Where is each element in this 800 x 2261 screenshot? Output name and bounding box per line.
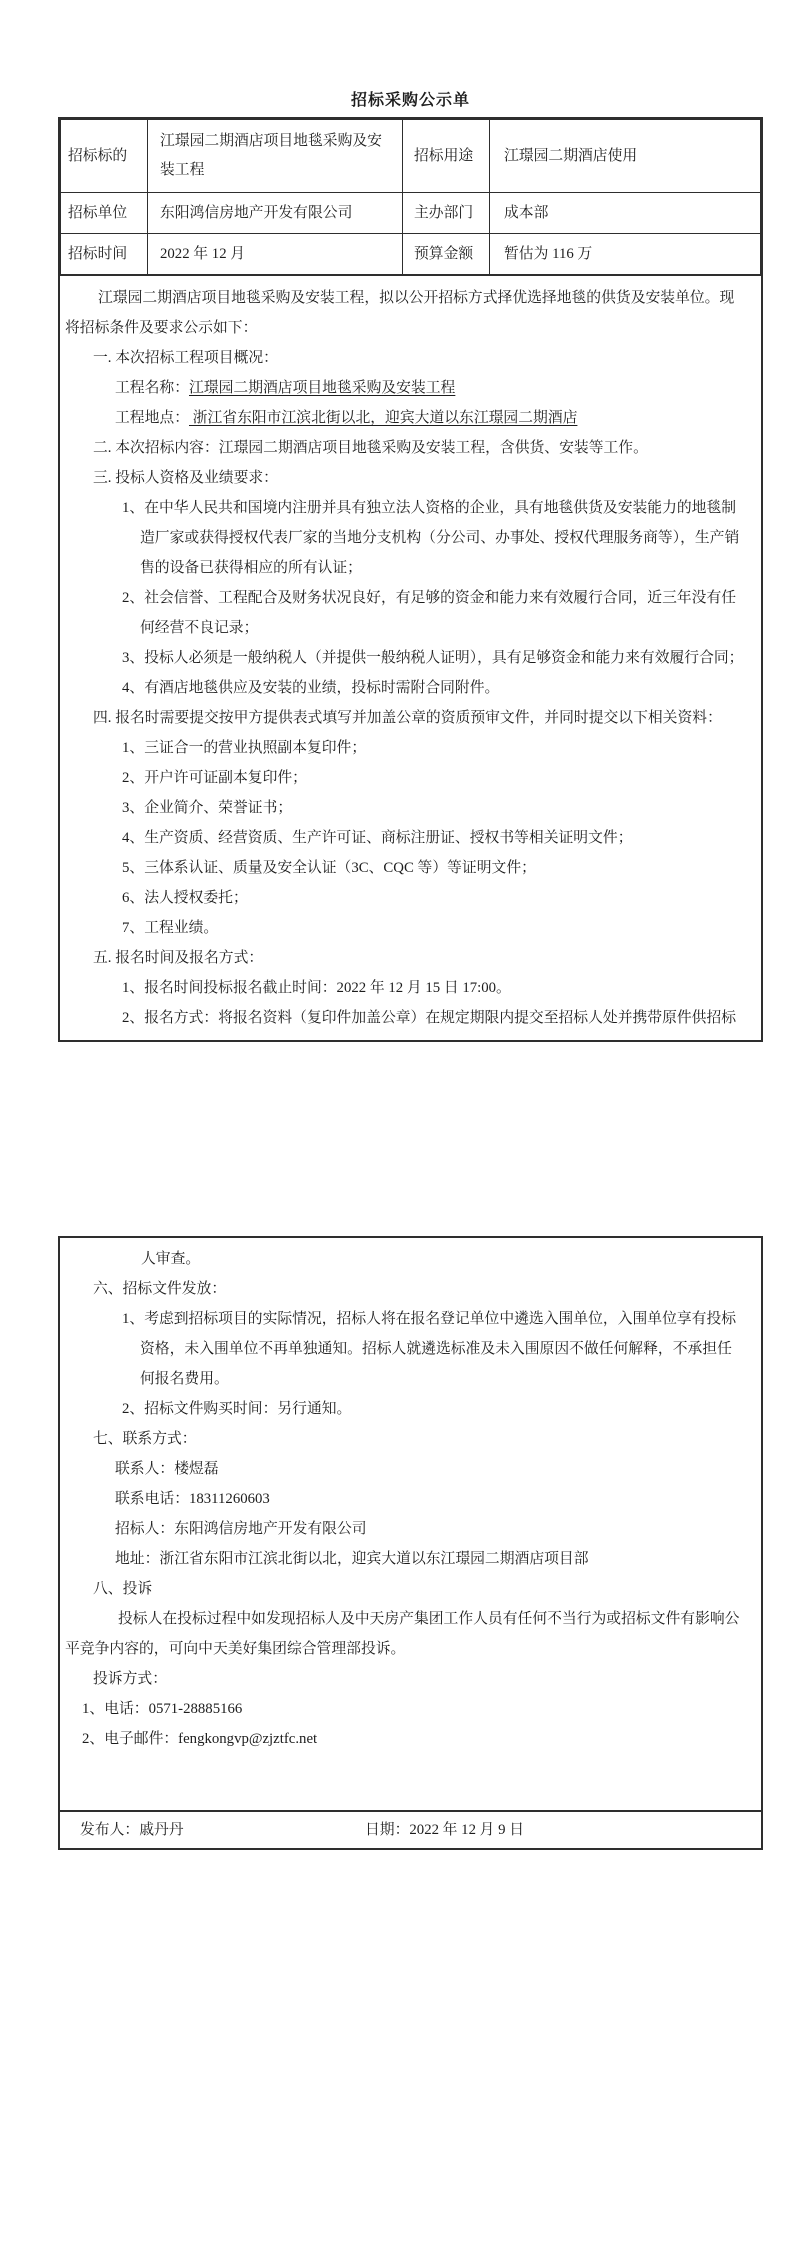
- doc-line: 投诉方式：: [93, 1671, 167, 1687]
- page2-body: [60, 1238, 761, 1810]
- section-heading: 一. 本次招标工程项目概况：: [93, 350, 278, 366]
- section-heading: 八、投诉: [93, 1581, 153, 1597]
- list-item: 2、社会信誉、工程配合及财务状况良好，有足够的资金和能力来有效履行合同，近三年没有任: [122, 590, 737, 606]
- doc-line: [65, 403, 756, 433]
- table-row: [61, 234, 761, 275]
- cell-bid-subject-label: 招标标的: [61, 120, 148, 193]
- table-row: [61, 193, 761, 234]
- section-heading: 四. 报名时需要提交按甲方提供表式填写并加盖公章的资质预审文件，并同时提交以下相关资料：: [93, 710, 722, 726]
- doc-line: 投标人在投标过程中如发现招标人及中天房产集团工作人员有任何不当行为或招标文件有影响公: [118, 1611, 740, 1627]
- cell-bid-purpose-label: 招标用途: [403, 120, 490, 193]
- section-heading: 六、招标文件发放：: [93, 1281, 227, 1297]
- doc-line: 何报名费用。: [140, 1371, 229, 1387]
- document-page: [58, 0, 763, 1850]
- cell-host-dept-value: 成本部: [490, 193, 761, 234]
- list-item: 6、法人授权委托；: [122, 890, 248, 906]
- list-item: 3、投标人必须是一般纳税人（并提供一般纳税人证明），具有足够资金和能力来有效履行合同；: [122, 650, 744, 666]
- project-name-value: 江璟园二期酒店项目地毯采购及安装工程: [189, 380, 456, 396]
- page1-box: [58, 117, 763, 1042]
- complaint-phone-line: 1、电话：0571-28885166: [82, 1701, 243, 1717]
- doc-line: 造厂家或获得授权代表厂家的当地分支机构（分公司、办事处、授权代理服务商等），生产销: [140, 530, 740, 546]
- section-heading: 三. 投标人资格及业绩要求：: [93, 470, 278, 486]
- list-item: 3、企业简介、荣誉证书；: [122, 800, 293, 816]
- section-heading: 七、联系方式：: [93, 1431, 197, 1447]
- page2-box: [58, 1236, 763, 1850]
- list-item: 7、工程业绩。: [122, 920, 219, 936]
- section-heading: 五. 报名时间及报名方式：: [93, 950, 264, 966]
- list-item: 1、在中华人民共和国境内注册并具有独立法人资格的企业，具有地毯供货及安装能力的地毯制: [122, 500, 737, 516]
- doc-title: 招标采购公示单: [350, 92, 470, 109]
- project-location-value: 浙江省东阳市江滨北街以北，迎宾大道以东江璟园二期酒店: [189, 410, 578, 426]
- list-item: 1、三证合一的营业执照副本复印件；: [122, 740, 367, 756]
- publisher: 发布人：戚丹丹: [80, 1822, 184, 1838]
- list-item: 5、三体系认证、质量及安全认证（3C、CQC 等）等证明文件；: [122, 860, 536, 876]
- info-table: [60, 119, 761, 275]
- complaint-email-line: 2、电子邮件：fengkongvp@zjztfc.net: [82, 1731, 318, 1747]
- list-item: 1、考虑到招标项目的实际情况，招标人将在报名登记单位中遴选入围单位，入围单位享有投标: [122, 1311, 737, 1327]
- doc-line: [65, 373, 756, 403]
- list-item: 1、报名时间投标报名截止时间：2022 年 12 月 15 日 17:00。: [122, 980, 511, 996]
- contact-person-line: 联系人：楼煜磊: [115, 1461, 219, 1477]
- project-location-label: 工程地点：: [115, 410, 189, 426]
- list-item: 2、报名方式：将报名资料（复印件加盖公章）在规定期限内提交至招标人处并携带原件供招标: [122, 1010, 737, 1026]
- cell-bid-subject-value: 江璟园二期酒店项目地毯采购及安装工程: [148, 120, 403, 193]
- doc-line: 将招标条件及要求公示如下：: [65, 320, 258, 336]
- list-item: 2、开户许可证副本复印件；: [122, 770, 307, 786]
- doc-line: 资格，未入围单位不再单独通知。招标人就遴选标准及未入围原因不做任何解释，不承担任: [140, 1341, 732, 1357]
- publish-footer: [60, 1810, 761, 1848]
- address-line: 地址：浙江省东阳市江滨北街以北，迎宾大道以东江璟园二期酒店项目部: [115, 1551, 589, 1567]
- cell-budget-label: 预算金额: [403, 234, 490, 275]
- list-item: 4、生产资质、经营资质、生产许可证、商标注册证、授权书等相关证明文件；: [122, 830, 633, 846]
- tenderer-line: 招标人：东阳鸿信房地产开发有限公司: [115, 1521, 367, 1537]
- section-heading: 二. 本次招标内容：江璟园二期酒店项目地毯采购及安装工程，含供货、安装等工作。: [93, 440, 648, 456]
- table-row: [61, 120, 761, 193]
- publish-date: 日期：2022 年 12 月 9 日: [365, 1822, 525, 1838]
- cell-budget-value: 暂估为 116 万: [490, 234, 761, 275]
- doc-line: 售的设备已获得相应的所有认证；: [140, 560, 362, 576]
- doc-line: 平竞争内容的，可向中天美好集团综合管理部投诉。: [65, 1641, 406, 1657]
- list-item: 2、招标文件购买时间：另行通知。: [122, 1401, 352, 1417]
- project-name-label: 工程名称：: [115, 380, 189, 396]
- cell-bid-purpose-value: 江璟园二期酒店使用: [490, 120, 761, 193]
- contact-phone-line: 联系电话：18311260603: [115, 1491, 270, 1507]
- cell-bid-unit-label: 招标单位: [61, 193, 148, 234]
- doc-line: 人审查。: [141, 1251, 201, 1267]
- doc-line: 何经营不良记录；: [140, 620, 259, 636]
- cell-host-dept-label: 主办部门: [403, 193, 490, 234]
- cell-bid-time-label: 招标时间: [61, 234, 148, 275]
- list-item: 4、有酒店地毯供应及安装的业绩，投标时需附合同附件。: [122, 680, 500, 696]
- cell-bid-unit-value: 东阳鸿信房地产开发有限公司: [148, 193, 403, 234]
- doc-line: 江璟园二期酒店项目地毯采购及安装工程，拟以公开招标方式择优选择地毯的供货及安装单位。现: [98, 290, 735, 306]
- cell-bid-time-value: 2022 年 12 月: [148, 234, 403, 275]
- page1-body: [60, 275, 761, 1040]
